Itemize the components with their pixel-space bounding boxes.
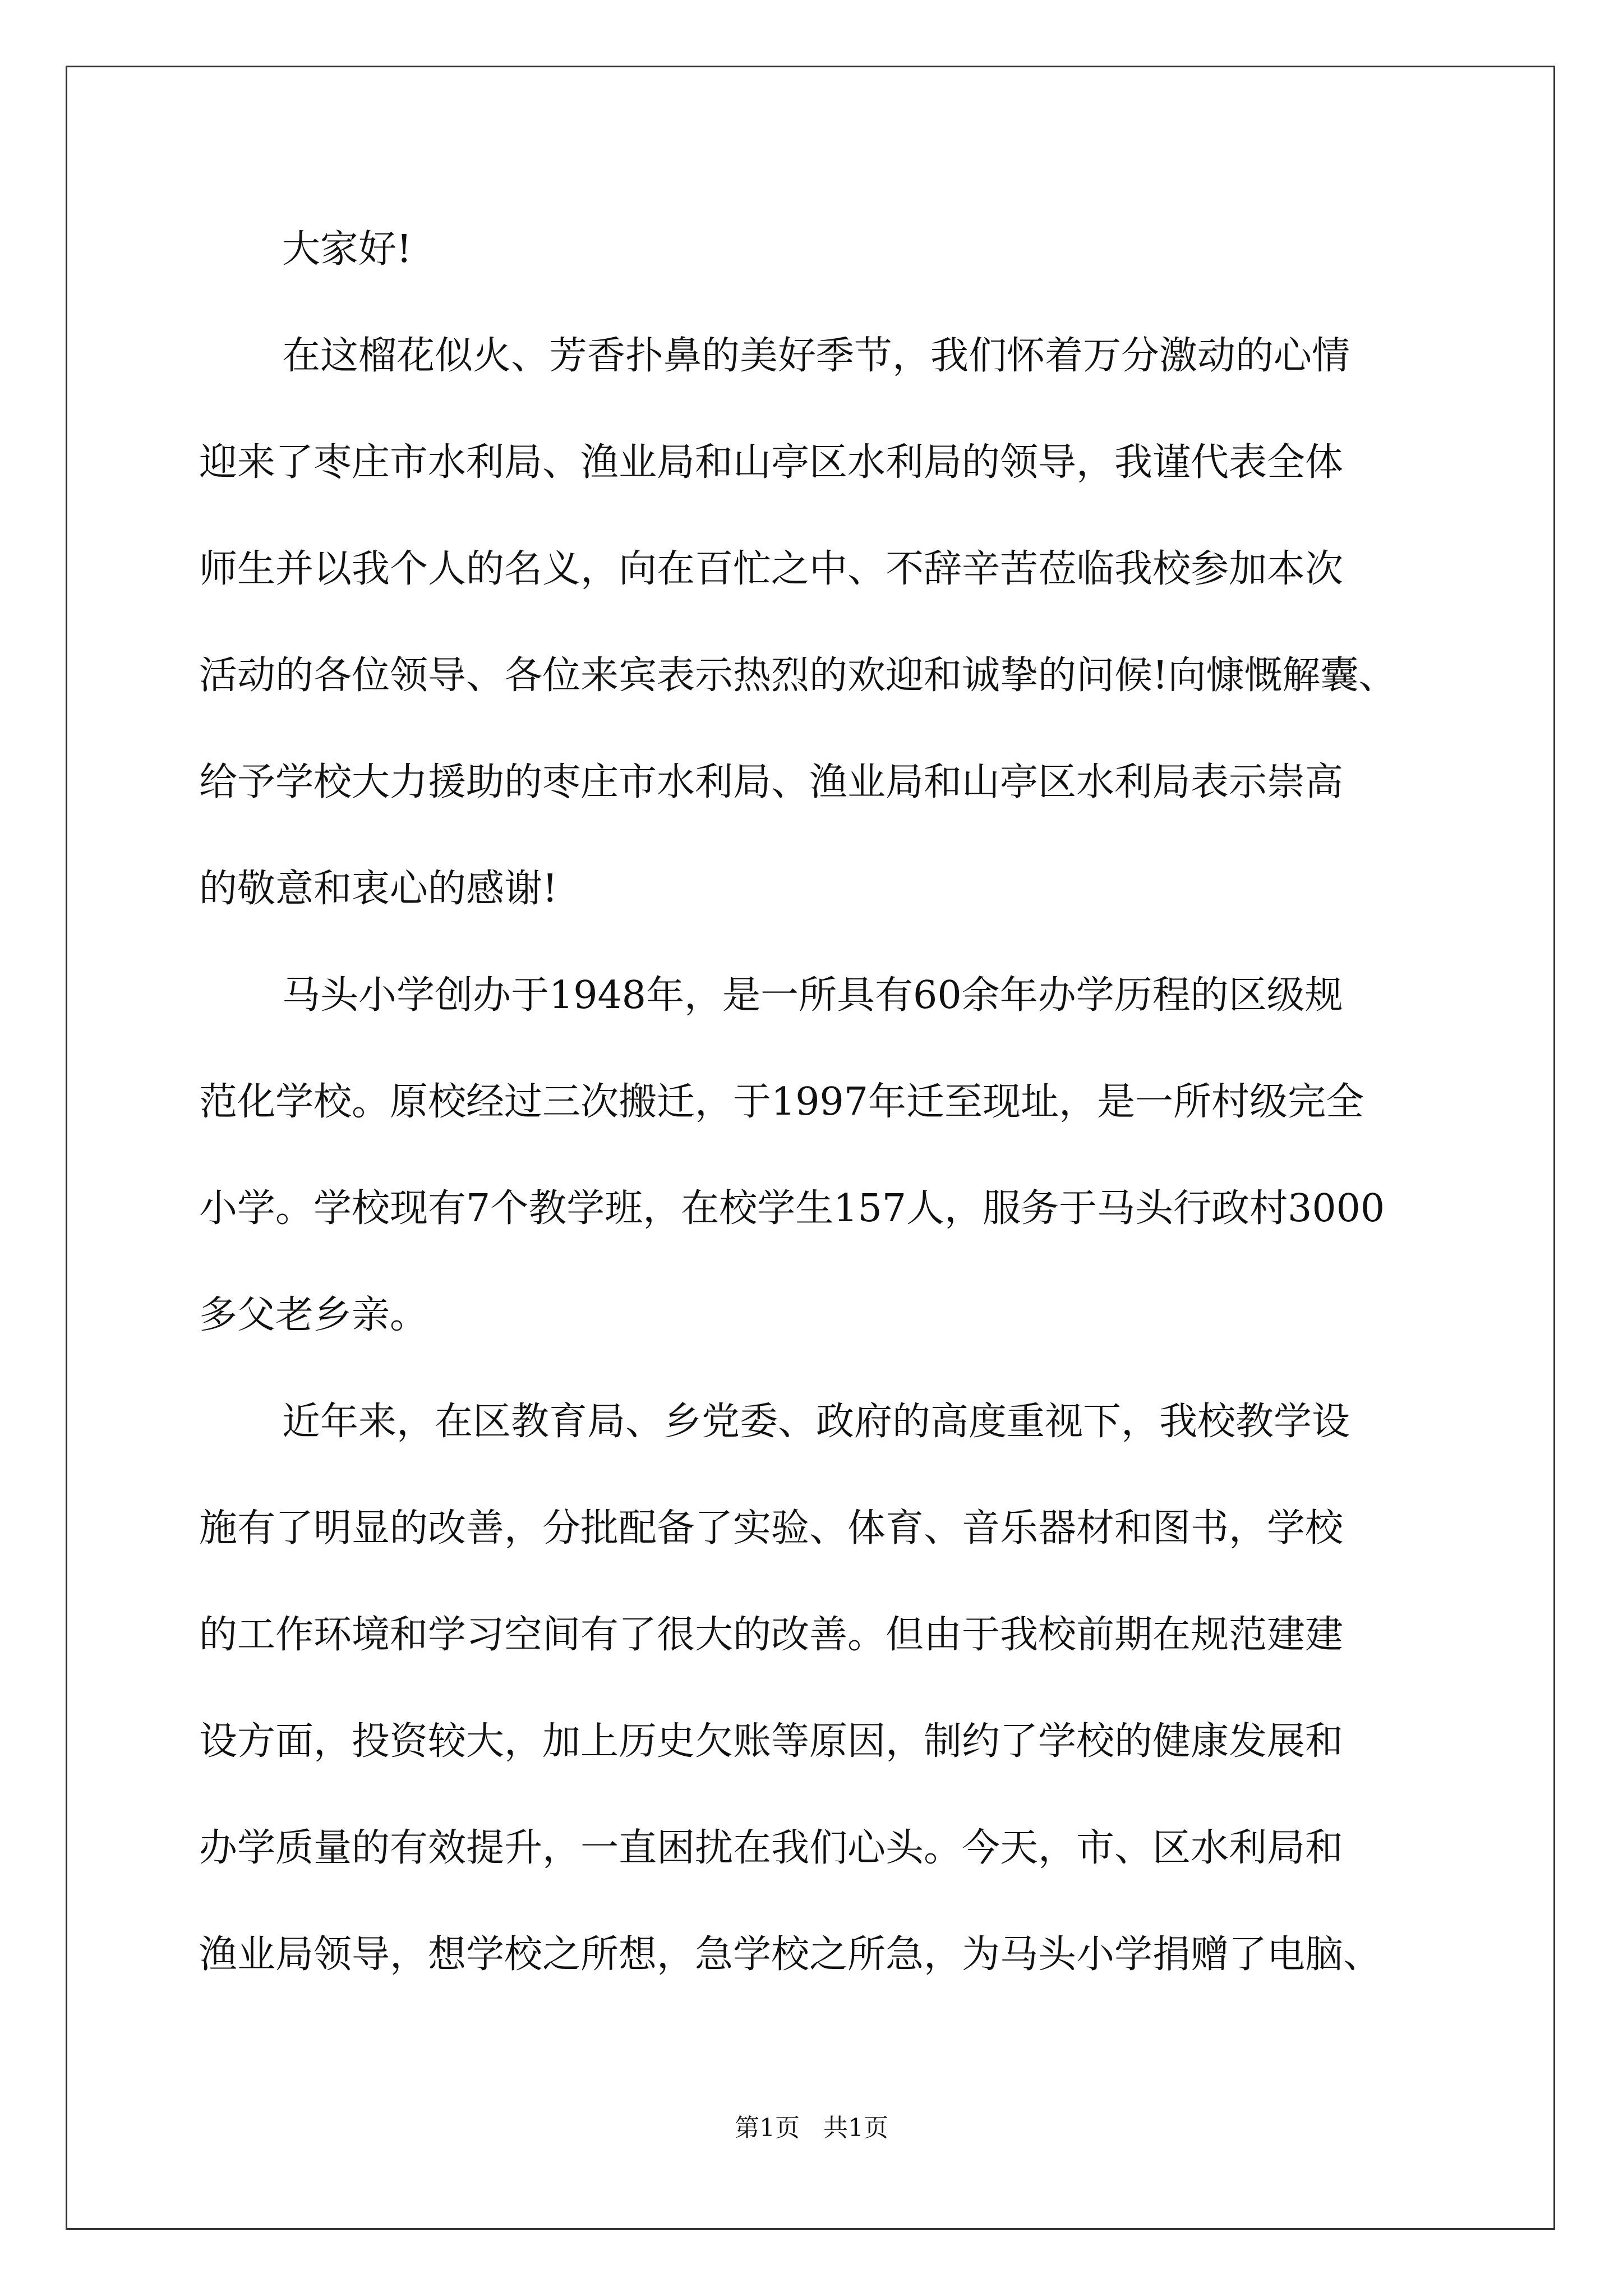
text-line: 的敬意和衷心的感谢! (199, 867, 558, 911)
page-footer: 第1页 共1页 (735, 2114, 888, 2142)
text-line: 给予学校大力援助的枣庄市水利局、渔业局和山亭区水利局表示崇高 (199, 760, 1344, 804)
text-line: 活动的各位领导、各位来宾表示热烈的欢迎和诚挚的问候!向慷慨解囊、 (199, 654, 1397, 698)
text-line: 设方面，投资较大，加上历史欠账等原因，制约了学校的健康发展和 (199, 1719, 1344, 1764)
text-line: 在这榴花似火、芳香扑鼻的美好季节，我们怀着万分激动的心情 (282, 334, 1350, 378)
text-line: 大家好! (282, 227, 412, 272)
text-line: 施有了明显的改善，分批配备了实验、体育、音乐器材和图书，学校 (199, 1506, 1344, 1550)
text-line: 马头小学创办于1948年，是一所具有60余年办学历程的区级规 (282, 973, 1343, 1018)
text-line: 近年来，在区教育局、乡党委、政府的高度重视下，我校教学设 (282, 1400, 1350, 1444)
text-line: 小学。学校现有7个教学班，在校学生157人，服务于马头行政村3000 (199, 1186, 1385, 1231)
text-line: 办学质量的有效提升，一直困扰在我们心头。今天，市、区水利局和 (199, 1826, 1344, 1870)
text-line: 的工作环境和学习空间有了很大的改善。但由于我校前期在规范建建 (199, 1613, 1344, 1657)
text-line: 渔业局领导，想学校之所想，急学校之所急，为马头小学捐赠了电脑、 (199, 1932, 1382, 1977)
text-line: 师生并以我个人的名义，向在百忙之中、不辞辛苦莅临我校参加本次 (199, 547, 1344, 591)
text-line: 多父老乡亲。 (199, 1293, 428, 1337)
page-frame (66, 66, 1555, 2230)
text-line: 迎来了枣庄市水利局、渔业局和山亭区水利局的领导，我谨代表全体 (199, 440, 1344, 485)
text-line: 范化学校。原校经过三次搬迁，于1997年迁至现址，是一所村级完全 (199, 1080, 1364, 1124)
